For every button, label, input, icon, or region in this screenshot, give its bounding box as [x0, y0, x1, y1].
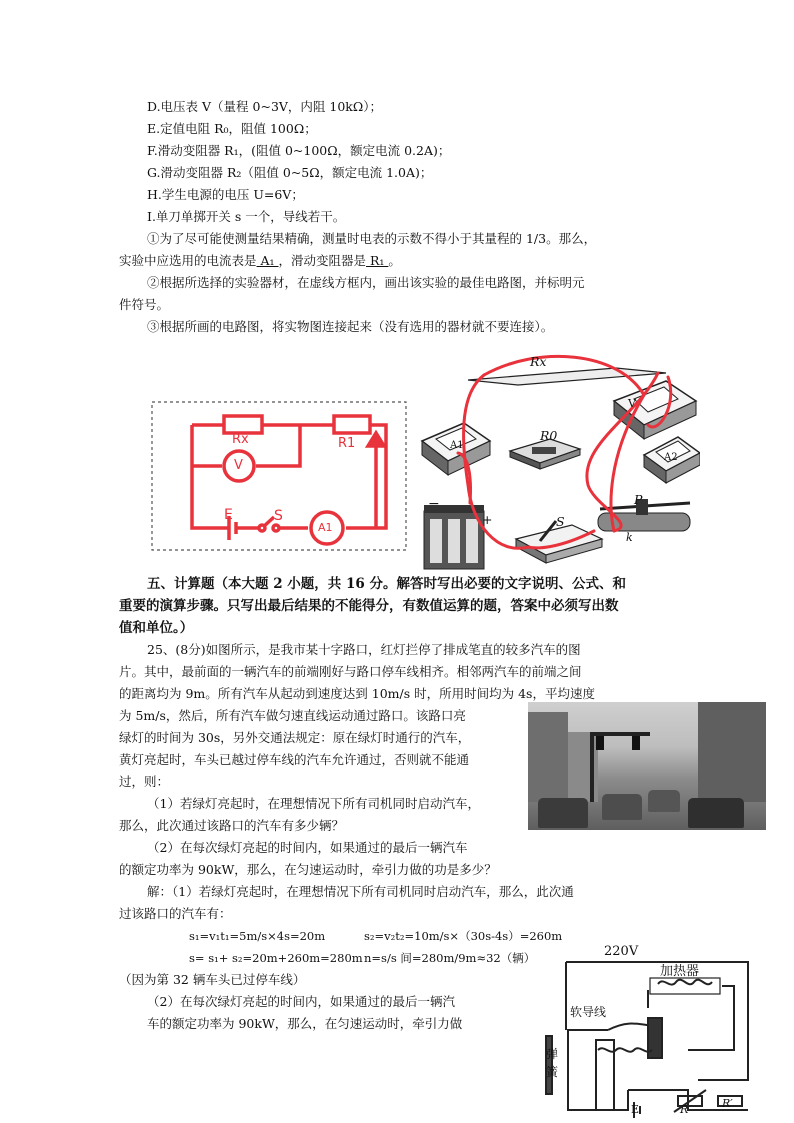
heater-label-heater: 加热器 [660, 964, 700, 979]
p25-line: （1）若绿灯亮起时，在理想情况下所有司机同时启动汽车， [147, 796, 480, 811]
heater-label-spring-2: 簧 [546, 1065, 559, 1079]
p25-line: 的额定功率为 90kW，那么，在匀速运动时，牵引力做的功是多少？ [119, 862, 497, 877]
section5-title-2: 重要的演算步骤。只写出最后结果的不能得分，有数值运算的题，答案中必须写出数 [119, 598, 619, 614]
p25-line: 过，则： [119, 774, 170, 789]
equipment-f: F.滑动变阻器 R₁，(阻值 0~100Ω，额定电流 0.2A)； [147, 143, 451, 158]
q1-text: ，滑动变阻器是 [278, 253, 367, 268]
photo-label-r0: R0 [540, 428, 558, 443]
photo-label-a1: A1 [450, 440, 464, 451]
solution-line-1: 解：（1）若绿灯亮起时，在理想情况下所有司机同时启动汽车，那么，此次通 [147, 884, 574, 899]
q3-line1: ③根据所画的电路图，将实物图连接起来（没有选用的器材就不要连接）。 [147, 319, 554, 334]
equipment-i: I.单刀单掷开关 s 一个，导线若干。 [147, 209, 346, 224]
q1-text: 。 [388, 253, 401, 268]
photo-label-p: P [634, 492, 643, 507]
q1-line1: ①为了尽可能使测量结果精确，测量时电表的示数不得小于其量程的 1/3。那么， [147, 231, 597, 246]
formula-s: s= s₁+ s₂=20m+260m=280m [189, 951, 363, 965]
schematic-label-v: V [234, 458, 243, 473]
photo-label-rx: Rx [530, 354, 547, 369]
p25-line: 黄灯亮起时，车头已越过停车线的汽车允许通过，否则就不能通 [119, 752, 470, 767]
section5-title-3: 值和单位。） [119, 620, 194, 636]
photo-label-s: S [556, 514, 565, 529]
circuit-schematic [150, 400, 408, 552]
photo-label-minus: − [428, 496, 440, 512]
heater-label-r: R [680, 1103, 689, 1116]
solution-line-4: （2）在每次绿灯亮起的时间内，如果通过的最后一辆汽 [147, 994, 455, 1009]
heater-label-wire: 软导线 [570, 1005, 607, 1019]
formula-s2: s₂=v₂t₂=10m/s×（30s-4s）=260m [364, 929, 563, 943]
q1-answer-rheostat: R₁ [366, 253, 389, 268]
solution-line-3: （因为第 32 辆车头已过停车线） [119, 972, 306, 987]
formula-s1: s₁=v₁t₁=5m/s×4s=20m [189, 929, 326, 943]
schematic-label-a1: A1 [318, 521, 333, 534]
heater-label-220v: 220V [604, 944, 639, 959]
q1-line2 [119, 251, 401, 271]
heater-label-r-prime: R′ [722, 1097, 733, 1110]
heater-label-spring-1: 弹 [546, 1047, 559, 1061]
q1-answer-ammeter: A₁ [256, 253, 279, 268]
q2-line1: ②根据所选择的实验器材，在虚线方框内，画出该实验的最佳电路图，并标明元 [147, 275, 585, 290]
heater-label-e: E [631, 1103, 640, 1116]
q2-line2: 件符号。 [119, 297, 170, 312]
equipment-e: E.定值电阻 R₀，阻值 100Ω； [147, 121, 317, 136]
p25-line: 那么，此次通过该路口的汽车有多少辆？ [119, 818, 345, 833]
equipment-g: G.滑动变阻器 R₂（阻值 0~5Ω，额定电流 1.0A)； [147, 165, 433, 180]
p25-line: 为 5m/s，然后，所有汽车做匀速直线运动通过路口。该路口亮 [119, 708, 466, 723]
schematic-label-r1: R1 [338, 436, 356, 451]
schematic-label-e: E [224, 507, 233, 523]
section5-title-1: 五、计算题（本大题 2 小题，共 16 分。解答时写出必要的文字说明、公式、和 [147, 576, 626, 592]
equipment-d: D.电压表 V（量程 0~3V，内阻 10kΩ）； [147, 99, 382, 114]
formula-n: n=s/s 间=280m/9m≈32（辆） [364, 951, 536, 965]
schematic-label-rx: Rx [232, 432, 249, 447]
p25-line: 片。其中，最前面的一辆汽车的前端刚好与路口停车线相齐。相邻两汽车的前端之间 [119, 664, 582, 679]
photo-label-plus: + [482, 512, 493, 527]
equipment-h: H.学生电源的电压 U=6V； [147, 187, 304, 202]
q1-text: 实验中应选用的电流表是 [119, 253, 257, 268]
traffic-photo [528, 702, 766, 830]
photo-label-v: V [628, 397, 636, 410]
photo-label-k: k [626, 531, 633, 544]
heater-relay-diagram [538, 940, 760, 1120]
p25-line: 的距离均为 9m。所有汽车从起动到速度达到 10m/s 时，所用时间均为 4s，平均速度 [119, 686, 595, 701]
p25-line: 绿灯的时间为 30s，另外交通法规定：原在绿灯时通行的汽车， [119, 730, 471, 745]
p25-line: （2）在每次绿灯亮起的时间内，如果通过的最后一辆汽车 [147, 840, 468, 855]
schematic-label-s: S [274, 508, 283, 524]
p25-line: 25、(8分)如图所示，是我市某十字路口，红灯拦停了排成笔直的较多汽车的图 [147, 642, 581, 657]
solution-line-2: 过该路口的汽车有： [119, 906, 232, 921]
solution-line-5: 车的额定功率为 90kW，那么，在匀速运动时，牵引力做 [147, 1016, 463, 1031]
photo-label-a2: A2 [664, 452, 678, 463]
